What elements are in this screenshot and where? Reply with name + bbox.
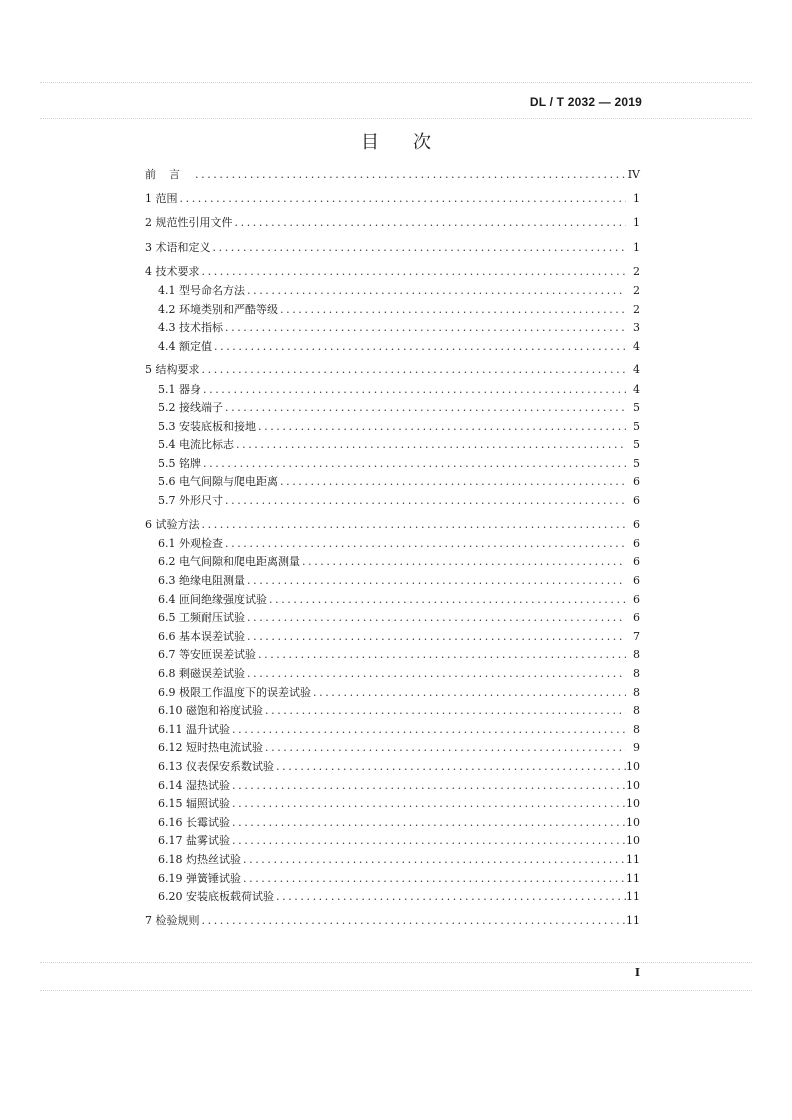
toc-label: 6.7 等安匝误差试验 [158,648,256,662]
toc-label: 6.1 外观检查 [158,536,223,550]
toc-label: 6.2 电气间隙和爬电距离测量 [158,555,300,569]
toc-leader [234,438,626,451]
header-texture-line [40,82,752,83]
toc-leader [211,241,627,254]
toc-entry[interactable] [145,721,640,740]
toc-page: 6 [633,555,640,569]
toc-entry[interactable] [145,418,640,437]
toc-page: IV [627,168,640,181]
toc-entry[interactable] [145,553,640,572]
toc-leader [241,872,626,885]
toc-leader [278,475,626,488]
toc-entry[interactable] [145,912,640,931]
standard-code: DL / T 2032 — 2019 [529,95,642,109]
table-of-contents [145,166,640,931]
toc-page: 4 [633,363,640,377]
toc-label: 6.4 匝间绝缘强度试验 [158,592,267,606]
toc-entry[interactable] [145,282,640,301]
toc-page: 10 [626,797,640,811]
toc-entry[interactable] [145,591,640,610]
toc-leader [263,741,626,754]
toc-label: 6.14 湿热试验 [158,778,230,792]
toc-leader [200,265,627,278]
toc-page: 5 [633,419,640,433]
toc-label: 6.17 盐雾试验 [158,834,230,848]
toc-leader [311,686,626,699]
toc-page: 5 [633,438,640,452]
toc-leader [245,574,626,587]
toc-page: 8 [633,667,640,680]
footer-texture-line [40,962,752,963]
toc-entry[interactable] [145,795,640,814]
toc-label: 6.6 基本误差试验 [158,629,245,643]
toc-label: 4 技术要求 [145,264,200,278]
toc-leader [245,611,626,624]
toc-leader [201,457,626,470]
toc-leader [223,321,626,334]
toc-page: 8 [633,704,640,718]
toc-label: 6.19 弹簧锤试验 [158,871,241,885]
toc-page: 10 [626,778,640,792]
toc-page: 4 [633,382,640,396]
toc-entry[interactable] [145,319,640,338]
toc-page: 8 [633,722,640,736]
toc-leader [241,853,626,866]
toc-leader [201,383,626,396]
toc-label: 5.7 外形尺寸 [158,494,223,508]
toc-entry[interactable] [145,473,640,492]
toc-entry[interactable] [145,684,640,703]
toc-label: 5.3 安装底板和接地 [158,419,256,433]
toc-entry[interactable] [145,263,640,282]
toc-label: 2 规范性引用文件 [145,216,233,230]
toc-page: 1 [633,240,640,254]
toc-entry[interactable] [145,516,640,535]
toc-page: 6 [633,475,640,489]
toc-entry[interactable] [145,239,640,258]
toc-leader [245,630,626,643]
toc-page: 10 [626,834,640,848]
toc-label: 5.1 器身 [158,382,201,396]
toc-page: 5 [633,401,640,415]
toc-leader [274,890,626,903]
toc-page: 6 [633,517,640,531]
toc-entry[interactable] [145,777,640,796]
toc-page: 2 [633,283,640,297]
toc-entry[interactable] [145,758,640,777]
toc-page: 6 [633,494,640,508]
toc-leader [256,420,626,433]
toc-leader [263,704,626,717]
toc-leader [245,284,626,297]
toc-leader [230,779,626,792]
toc-label: 6.5 工频耐压试验 [158,611,245,625]
toc-label: 4.1 型号命名方法 [158,283,245,297]
toc-leader [278,303,626,316]
page-title: 目次 [361,132,465,153]
toc-page: 11 [626,890,640,904]
toc-label: 6.13 仪表保安系数试验 [158,759,274,773]
toc-leader [230,816,626,829]
toc-page: 5 [633,456,640,470]
toc-entry[interactable] [145,381,640,400]
toc-leader [193,168,626,181]
toc-entry[interactable] [145,832,640,851]
toc-page: 1 [633,216,640,230]
toc-page: 8 [633,685,640,699]
toc-label: 7 检验规则 [145,913,200,927]
page-number: I [634,966,640,979]
toc-leader [200,914,627,927]
toc-page: 10 [626,759,640,773]
toc-label: 4.2 环境类别和严酷等级 [158,302,278,316]
toc-entry[interactable] [145,870,640,889]
toc-entry[interactable] [145,455,640,474]
toc-label: 5.6 电气间隙与爬电距离 [158,475,278,489]
toc-page: 3 [633,321,640,335]
footer-texture-line [40,990,752,991]
toc-entry[interactable] [145,814,640,833]
toc-page: 2 [633,264,640,278]
toc-label: 3 术语和定义 [145,240,211,254]
toc-page: 2 [633,302,640,316]
toc-label: 前言 [145,168,193,181]
toc-label: 6.3 绝缘电阻测量 [158,574,245,588]
toc-label: 5.2 接线端子 [158,401,223,415]
toc-label: 6.12 短时热电流试验 [158,741,263,755]
toc-label: 6.10 磁饱和裕度试验 [158,704,263,718]
toc-label: 4.4 额定值 [158,339,212,353]
toc-label: 6.20 安装底板载荷试验 [158,890,274,904]
toc-entry[interactable] [145,436,640,455]
toc-entry[interactable] [145,665,640,684]
toc-entry[interactable] [145,399,640,418]
toc-entry[interactable] [145,702,640,721]
toc-page: 6 [633,592,640,606]
toc-page: 1 [633,192,640,206]
toc-leader [200,518,627,531]
toc-page: 11 [626,852,640,866]
toc-entry[interactable] [145,492,640,511]
toc-page: 10 [626,815,640,829]
toc-leader [223,494,626,507]
toc-label: 6.15 辐照试验 [158,797,230,811]
toc-leader [223,401,626,414]
toc-entry[interactable] [145,888,640,907]
toc-page: 8 [633,648,640,662]
toc-label: 1 范围 [145,192,178,206]
toc-entry[interactable] [145,609,640,628]
toc-leader [256,648,626,661]
toc-leader [230,723,626,736]
toc-leader [267,593,626,606]
toc-label: 6.18 灼热丝试验 [158,852,241,866]
toc-page: 7 [633,629,640,643]
toc-label: 5 结构要求 [145,363,200,377]
toc-page: 4 [633,339,640,353]
toc-entry[interactable] [145,190,640,209]
toc-leader [230,834,626,847]
toc-entry[interactable] [145,338,640,357]
toc-label: 6.8 剩磁误差试验 [158,667,245,680]
toc-leader [200,363,627,376]
toc-leader [212,340,626,353]
toc-label: 6 试验方法 [145,517,200,531]
toc-entry[interactable] [145,535,640,554]
toc-leader [245,667,626,680]
toc-page: 9 [633,741,640,755]
toc-page: 6 [633,574,640,588]
toc-page: 11 [626,913,640,927]
toc-label: 5.5 铭牌 [158,456,201,470]
toc-leader [300,555,626,568]
toc-entry[interactable] [145,739,640,758]
toc-label: 6.9 极限工作温度下的误差试验 [158,685,311,699]
toc-entry[interactable] [145,851,640,870]
toc-label: 4.3 技术指标 [158,321,223,335]
toc-label: 6.16 长霉试验 [158,815,230,829]
toc-leader [274,760,626,773]
toc-entry[interactable] [145,628,640,647]
toc-leader [233,216,627,229]
toc-entry[interactable] [145,166,640,185]
toc-page: 11 [626,871,640,885]
toc-entry[interactable] [145,572,640,591]
toc-entry[interactable] [145,646,640,665]
toc-label: 5.4 电流比标志 [158,438,234,452]
toc-entry[interactable] [145,214,640,233]
toc-leader [178,192,627,205]
toc-page: 6 [633,536,640,550]
header-texture-line [40,118,752,119]
toc-page: 6 [633,611,640,625]
toc-leader [223,537,626,550]
toc-label: 6.11 温升试验 [158,722,230,736]
toc-entry[interactable] [145,361,640,380]
toc-leader [230,797,626,810]
toc-entry[interactable] [145,301,640,320]
